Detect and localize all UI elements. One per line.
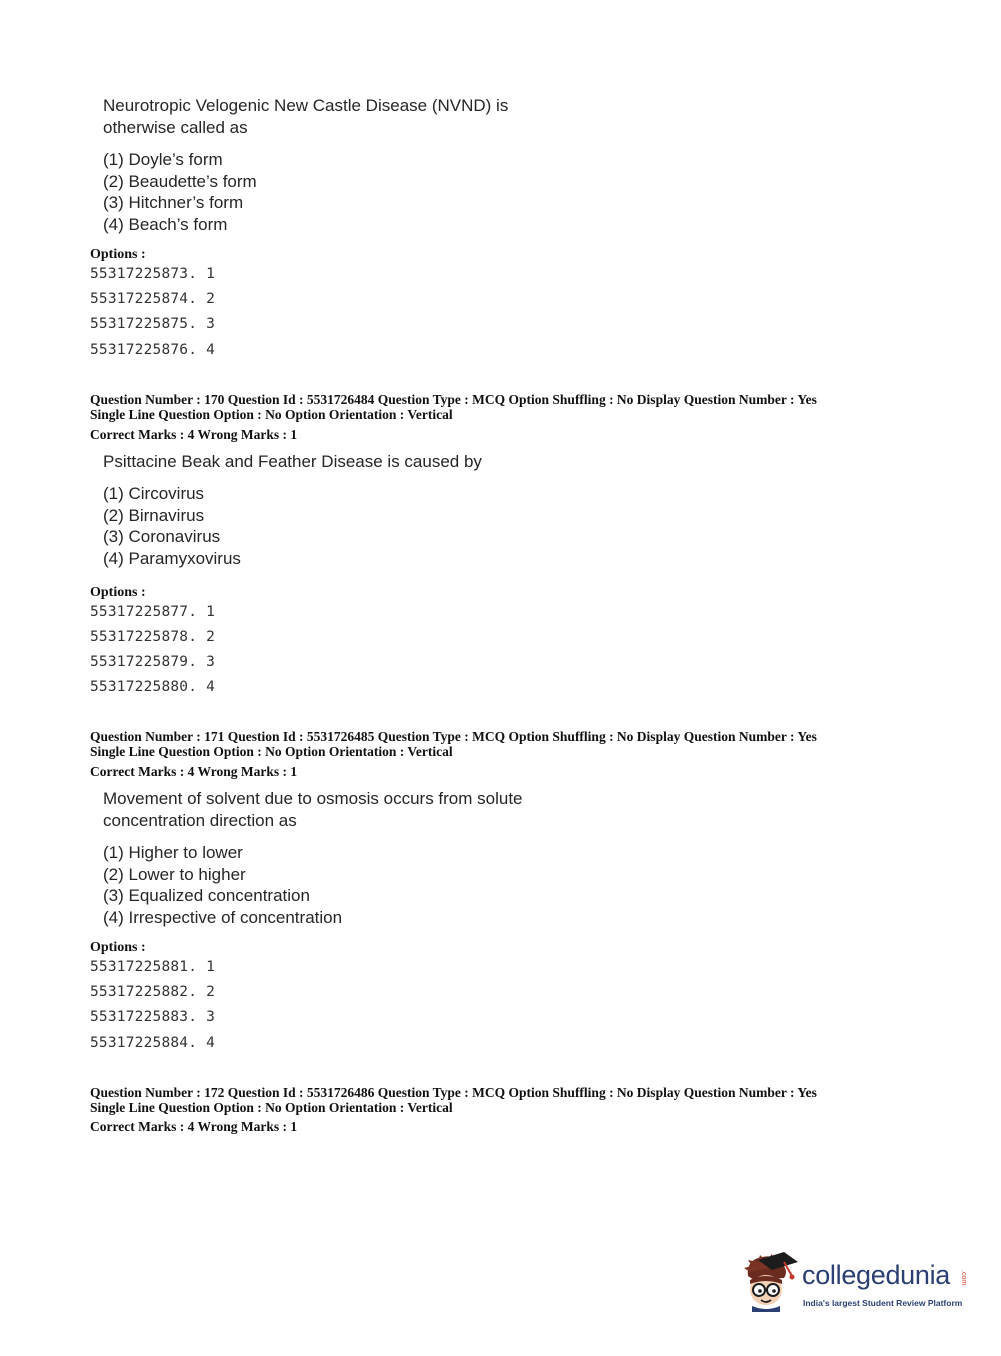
student-mascot-icon [740, 1250, 802, 1312]
option-id: 55317225882. 2 [90, 984, 216, 1000]
choice-1: (1) Higher to lower [103, 843, 243, 862]
collegedunia-logo [740, 1250, 970, 1320]
question-marks: Correct Marks : 4 Wrong Marks : 1 [90, 427, 298, 442]
choice-3: (3) Equalized concentration [103, 886, 310, 905]
question-meta-line2: Single Line Question Option : No Option Orientation : Vertical [90, 407, 453, 422]
option-id: 55317225877. 1 [90, 604, 216, 620]
logo-tagline: India's largest Student Review Platform [803, 1298, 963, 1308]
question-meta-line2: Single Line Question Option : No Option Orientation : Vertical [90, 744, 453, 759]
choice-3: (3) Coronavirus [103, 527, 221, 546]
option-id: 55317225878. 2 [90, 629, 216, 645]
option-id: 55317225881. 1 [90, 959, 216, 975]
choice-1: (1) Doyle’s form [103, 150, 223, 169]
option-id: 55317225873. 1 [90, 266, 216, 282]
option-id: 55317225884. 4 [90, 1035, 216, 1051]
option-id: 55317225875. 3 [90, 316, 216, 332]
logo-dotcom: .com [960, 1270, 967, 1286]
choice-2: (2) Lower to higher [103, 865, 246, 884]
choice-3: (3) Hitchner’s form [103, 193, 244, 212]
options-label: Options : [90, 247, 146, 262]
choice-4: (4) Beach’s form [103, 215, 228, 234]
logo-wordmark: collegedunia [802, 1260, 951, 1290]
choice-2: (2) Beaudette’s form [103, 172, 257, 191]
question-meta-line2: Single Line Question Option : No Option Orientation : Vertical [90, 1100, 453, 1115]
options-label: Options : [90, 940, 146, 955]
question-meta: Question Number : 172 Question Id : 5531726486 Question Type : MCQ Option Shuffling : No Display Question Number : Yes [90, 1085, 817, 1100]
question-marks: Correct Marks : 4 Wrong Marks : 1 [90, 1119, 298, 1134]
option-id: 55317225874. 2 [90, 291, 216, 307]
question-text: Movement of solvent due to osmosis occurs from solute concentration direction as [103, 789, 523, 830]
question-text: Psittacine Beak and Feather Disease is caused by [103, 452, 482, 471]
question-meta: Question Number : 170 Question Id : 5531726484 Question Type : MCQ Option Shuffling : No Display Question Number : Yes [90, 392, 817, 407]
options-label: Options : [90, 585, 146, 600]
option-id: 55317225879. 3 [90, 654, 216, 670]
choice-2: (2) Birnavirus [103, 506, 205, 525]
choice-4: (4) Irrespective of concentration [103, 908, 343, 927]
option-id: 55317225880. 4 [90, 679, 216, 695]
question-text: Neurotropic Velogenic New Castle Disease (NVND) is otherwise called as [103, 96, 509, 137]
choice-1: (1) Circovirus [103, 484, 205, 503]
question-meta: Question Number : 171 Question Id : 5531726485 Question Type : MCQ Option Shuffling : No Display Question Number : Yes [90, 729, 817, 744]
option-id: 55317225876. 4 [90, 342, 216, 358]
choice-4: (4) Paramyxovirus [103, 549, 241, 568]
question-marks: Correct Marks : 4 Wrong Marks : 1 [90, 764, 298, 779]
option-id: 55317225883. 3 [90, 1009, 216, 1025]
